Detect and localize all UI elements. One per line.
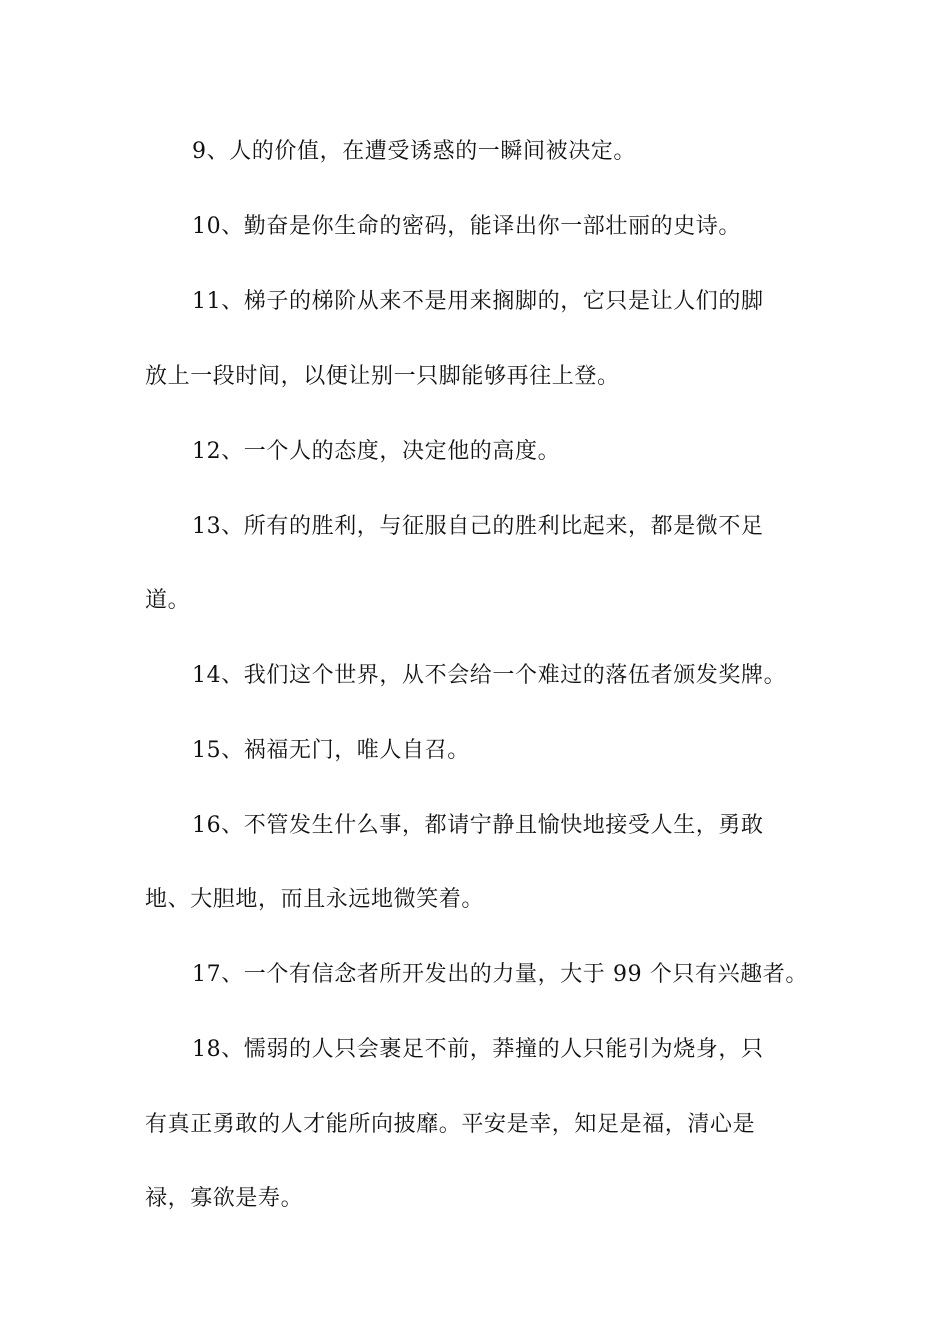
quote-12: 12、一个人的态度，决定他的高度。 [192, 439, 561, 464]
quote-11-line-1: 11、梯子的梯阶从来不是用来搁脚的，它只是让人们的脚 [192, 289, 764, 314]
quote-14: 14、我们这个世界，从不会给一个难过的落伍者颁发奖牌。 [192, 663, 787, 688]
quote-18-line-2: 有真正勇敢的人才能所向披靡。平安是幸，知足是福，清心是 [145, 1112, 756, 1137]
quote-13-line-1: 13、所有的胜利，与征服自己的胜利比起来，都是微不足 [192, 514, 764, 539]
quote-9: 9、人的价值，在遭受诱惑的一瞬间被决定。 [192, 139, 636, 164]
quote-18-line-3: 禄，寡欲是寿。 [145, 1186, 304, 1211]
quote-18-line-1: 18、懦弱的人只会裹足不前，莽撞的人只能引为烧身，只 [192, 1037, 764, 1062]
quote-13-line-2: 道。 [145, 588, 191, 613]
quote-16-line-1: 16、不管发生什么事，都请宁静且愉快地接受人生，勇敢 [192, 813, 764, 838]
quote-15: 15、祸福无门，唯人自召。 [192, 738, 470, 763]
quote-17: 17、一个有信念者所开发出的力量，大于 99 个只有兴趣者。 [192, 962, 808, 987]
quote-10: 10、勤奋是你生命的密码，能译出你一部壮丽的史诗。 [192, 214, 741, 239]
quote-16-line-2: 地、大胆地，而且永远地微笑着。 [145, 887, 485, 912]
quote-11-line-2: 放上一段时间，以便让别一只脚能够再往上登。 [145, 364, 620, 389]
